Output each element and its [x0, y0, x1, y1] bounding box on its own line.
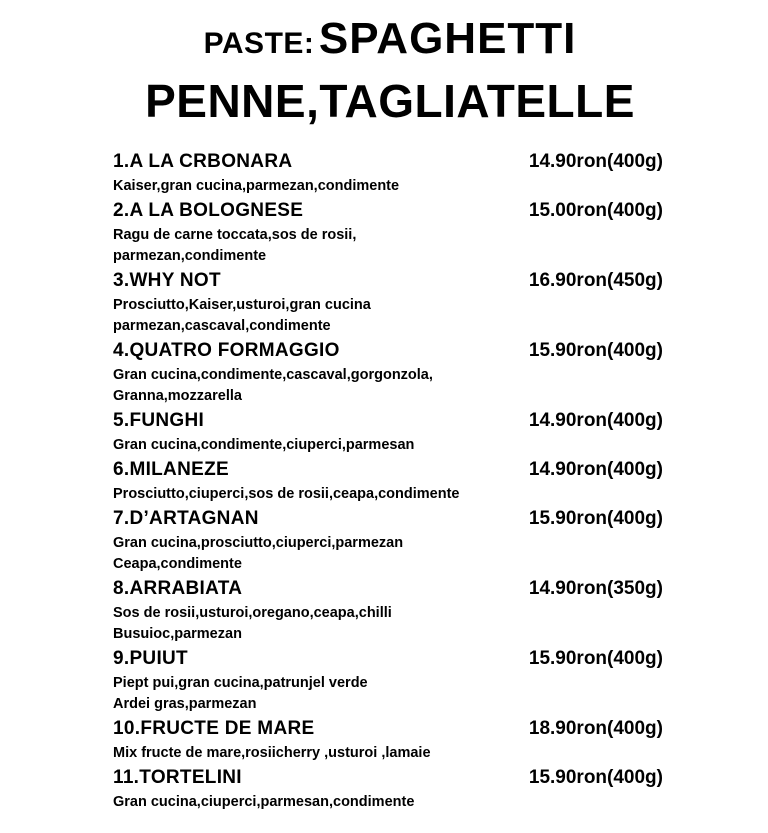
- menu-item-price: 14.90ron(350g): [528, 578, 663, 599]
- ingredients-line: Gran cucina,ciuperci,parmesan,condimente: [113, 794, 415, 810]
- menu-item-ingredients: [113, 533, 673, 575]
- menu-item-name: 10.FRUCTE DE MARE: [113, 718, 315, 739]
- menu-item-header: [113, 148, 673, 176]
- menu-item-ingredients: [113, 484, 673, 505]
- menu-item: [113, 456, 673, 505]
- menu-item-ingredients: [113, 365, 673, 407]
- ingredients-line: Gran cucina,prosciutto,ciuperci,parmezan: [113, 535, 404, 551]
- menu-item-header: [113, 575, 673, 603]
- menu-item: [113, 197, 673, 267]
- menu-item-price: 14.90ron(400g): [528, 151, 663, 172]
- menu-item-ingredients: [113, 743, 673, 764]
- menu-item-name: 1.A LA CRBONARA: [113, 151, 293, 172]
- menu-item: [113, 764, 673, 813]
- ingredients-line: Ceapa,condimente: [113, 556, 242, 572]
- menu-item-price: 15.00ron(400g): [528, 200, 663, 221]
- menu-item-ingredients: [113, 435, 673, 456]
- menu-item-ingredients: [113, 176, 673, 197]
- ingredients-line: Kaiser,gran cucina,parmezan,condimente: [113, 178, 400, 194]
- menu-item: [113, 267, 673, 337]
- menu-item-name: 7.D’ARTAGNAN: [113, 508, 259, 529]
- menu-item-name: 8.ARRABIATA: [113, 578, 243, 599]
- ingredients-line: Sos de rosii,usturoi,oregano,ceapa,chilli: [113, 605, 392, 621]
- menu-item-price: 15.90ron(400g): [528, 340, 663, 361]
- ingredients-line: Busuioc,parmezan: [113, 626, 242, 642]
- ingredients-line: Piept pui,gran cucina,patrunjel verde: [113, 675, 368, 691]
- menu-item-price: 15.90ron(400g): [528, 508, 663, 529]
- menu-item-header: [113, 715, 673, 743]
- menu-item: [113, 645, 673, 715]
- menu-item-name: 5.FUNGHI: [113, 410, 205, 431]
- menu-item-price: 14.90ron(400g): [528, 459, 663, 480]
- ingredients-line: parmezan,cascaval,condimente: [113, 318, 331, 334]
- ingredients-line: parmezan,condimente: [113, 248, 267, 264]
- ingredients-line: Prosciutto,ciuperci,sos de rosii,ceapa,condimente: [113, 486, 460, 502]
- menu-item: [113, 715, 673, 764]
- menu-item-name: 6.MILANEZE: [113, 459, 229, 480]
- menu-item-header: [113, 407, 673, 435]
- ingredients-line: Ardei gras,parmezan: [113, 696, 257, 712]
- ingredients-line: Prosciutto,Kaiser,usturoi,gran cucina: [113, 297, 371, 313]
- menu-item-name: 2.A LA BOLOGNESE: [113, 200, 304, 221]
- menu-item: [113, 575, 673, 645]
- menu-item-name: 11.TORTELINI: [113, 767, 242, 788]
- menu-item-header: [113, 456, 673, 484]
- menu-title: [0, 14, 768, 64]
- menu-item-header: [113, 505, 673, 533]
- menu-item-header: [113, 197, 673, 225]
- menu-item-name: 4.QUATRO FORMAGGIO: [113, 340, 340, 361]
- menu-item-header: [113, 764, 673, 792]
- title-main: SPAGHETTI: [318, 14, 577, 63]
- menu-item-ingredients: [113, 603, 673, 645]
- ingredients-line: Gran cucina,condimente,ciuperci,parmesan: [113, 437, 415, 453]
- menu-item-price: 15.90ron(400g): [528, 648, 663, 669]
- menu-item-price: 14.90ron(400g): [528, 410, 663, 431]
- pasta-menu-list: [113, 148, 673, 813]
- menu-item-price: 16.90ron(450g): [528, 270, 663, 291]
- menu-item: [113, 407, 673, 456]
- menu-item-ingredients: [113, 673, 673, 715]
- ingredients-line: Ragu de carne toccata,sos de rosii,: [113, 227, 357, 243]
- menu-item-price: 18.90ron(400g): [528, 718, 663, 739]
- ingredients-line: Granna,mozzarella: [113, 388, 242, 404]
- menu-item-ingredients: [113, 792, 673, 813]
- ingredients-line: Gran cucina,condimente,cascaval,gorgonzola,: [113, 367, 433, 383]
- title-prefix: PASTE:: [203, 27, 315, 60]
- menu-item-price: 15.90ron(400g): [528, 767, 663, 788]
- menu-item-name: 9.PUIUT: [113, 648, 188, 669]
- menu-item-header: [113, 267, 673, 295]
- menu-item-header: [113, 337, 673, 365]
- menu-item-header: [113, 645, 673, 673]
- menu-item: [113, 337, 673, 407]
- menu-item-name: 3.WHY NOT: [113, 270, 221, 291]
- menu-item: [113, 505, 673, 575]
- menu-item-ingredients: [113, 225, 673, 267]
- menu-subtitle: PENNE,TAGLIATELLE: [145, 75, 635, 127]
- ingredients-line: Mix fructe de mare,rosiicherry ,usturoi ,lamaie: [113, 745, 431, 761]
- menu-item-ingredients: [113, 295, 673, 337]
- menu-item: [113, 148, 673, 197]
